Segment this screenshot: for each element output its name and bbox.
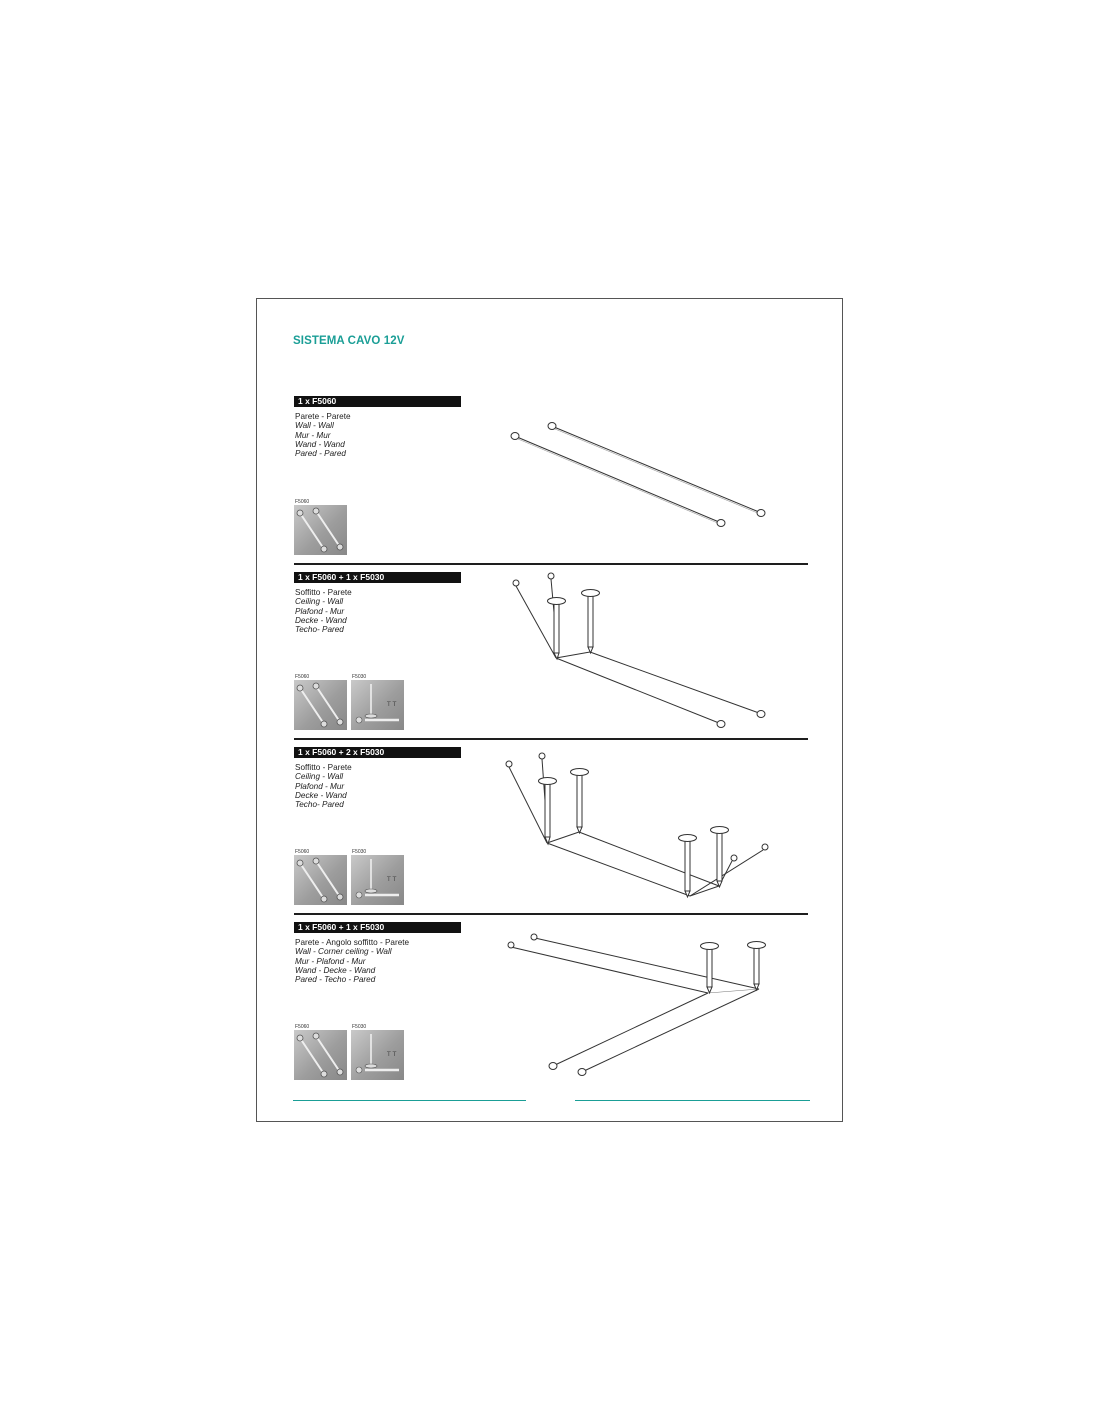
label-de: Decke - Wand [295,615,347,625]
diagram-wall-wall [497,409,797,529]
label-en: Wall - Corner ceiling - Wall [295,947,392,957]
section-divider [294,563,808,565]
label-es: Pared - Pared [295,449,346,459]
cable-kit-icon [294,1030,347,1080]
label-es: Techo- Pared [295,800,344,810]
thumb-label: F5030 [352,849,367,855]
label-fr: Plafond - Mur [295,606,345,616]
section-labels [295,412,495,458]
section-divider [294,913,808,915]
section-code-bar: 1 x F5060 + 1 x F5030 [294,572,461,583]
cable-kit-icon [294,680,347,730]
label-de: Wand - Wand [295,439,345,449]
product-thumb-f5060 [294,855,347,905]
page-title: SISTEMA CAVO 12V [293,335,405,347]
section-code-bar: 1 x F5060 + 2 x F5030 [294,747,461,758]
ceiling-support-icon [351,855,404,905]
label-fr: Mur - Plafond - Mur [295,956,366,966]
thumb-label: F5030 [352,1024,367,1030]
diagram-ceiling-wall [497,569,797,729]
cable-kit-icon [294,505,347,555]
catalog-page [256,298,843,1122]
product-thumb-f5060 [294,1030,347,1080]
label-it: Parete - Parete [295,412,351,421]
svg-text:T T: T T [387,1051,397,1058]
section-divider [294,738,808,740]
svg-text:T T: T T [387,876,397,883]
label-fr: Mur - Mur [295,430,331,440]
label-it: Parete - Angolo soffitto - Parete [295,938,410,947]
cable-kit-icon [294,855,347,905]
section-labels [295,938,495,984]
svg-text:T T: T T [387,701,397,708]
label-it: Soffitto - Parete [295,763,352,772]
thumb-label: F5060 [295,674,310,680]
label-en: Ceiling - Wall [295,772,344,782]
product-thumb-f5030 [351,855,404,905]
thumb-label: F5060 [295,849,310,855]
label-de: Decke - Wand [295,790,347,800]
ceiling-support-icon [351,680,404,730]
product-thumb-f5030 [351,1030,404,1080]
section-labels [295,588,495,634]
thumb-label: F5060 [295,1024,310,1030]
product-thumb-f5030 [351,680,404,730]
thumb-label: F5060 [295,499,310,505]
label-it: Soffitto - Parete [295,588,352,597]
footer-rule-left [293,1100,526,1101]
thumb-label: F5030 [352,674,367,680]
label-fr: Plafond - Mur [295,781,345,791]
label-en: Ceiling - Wall [295,597,344,607]
diagram-wall-corner-wall [497,929,797,1079]
section-code-bar: 1 x F5060 [294,396,461,407]
diagram-ceiling-wall-double [497,749,797,909]
ceiling-support-icon [351,1030,404,1080]
product-thumb-f5060 [294,680,347,730]
label-es: Pared - Techo - Pared [295,975,376,985]
section-labels [295,763,495,809]
label-en: Wall - Wall [295,421,334,431]
product-thumb-f5060 [294,505,347,555]
footer-rule-right [575,1100,810,1101]
section-code-bar: 1 x F5060 + 1 x F5030 [294,922,461,933]
label-de: Wand - Decke - Wand [295,965,376,975]
label-es: Techo- Pared [295,625,344,635]
